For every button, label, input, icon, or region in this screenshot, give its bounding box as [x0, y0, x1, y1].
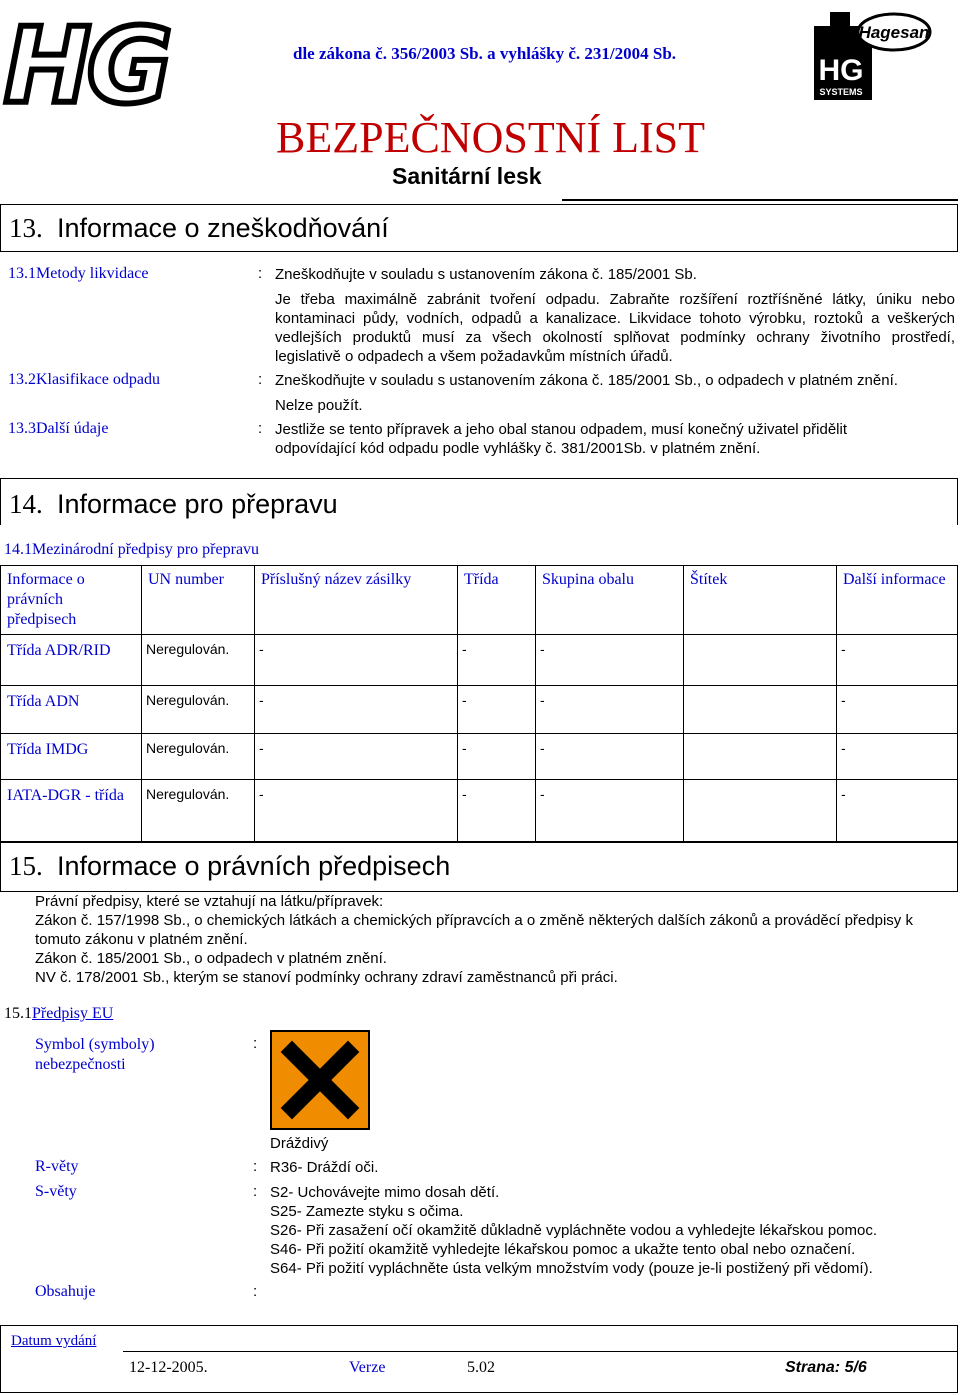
law-reference: dle zákona č. 356/2003 Sb. a vyhlášky č. 231/2004 Sb. [293, 44, 677, 63]
th-class: Třída [458, 566, 536, 635]
transport-table [0, 565, 958, 842]
footer-page: Strana: 5/6 [785, 1359, 867, 1376]
r-phrases-colon: : [253, 1158, 258, 1175]
row-class: - [458, 734, 536, 780]
item-13-3-label [8, 420, 108, 438]
row-group: - [536, 780, 684, 842]
item-13-3-text: Další údaje [36, 420, 109, 437]
item-13-3-colon: : [258, 420, 263, 437]
s-phrase: S64- Při požití vypláchněte ústa velkým množstvím vody (pouze je-li postižený při vědomí). [270, 1260, 873, 1277]
row-other: - [837, 635, 958, 686]
logo-hg-left [0, 6, 270, 116]
item-13-3-line-1: Jestliže se tento přípravek a jeho obal stanou odpadem, musí konečný uživatel přidělit odpovídající kód odpadu podle vyhlášky č. 381/2001Sb. v platném znění. [275, 421, 847, 457]
row-label: Třída ADN [1, 686, 142, 734]
row-tag [684, 780, 837, 842]
item-13-1-colon: : [258, 265, 263, 282]
product-name: Sanitární lesk [392, 163, 542, 189]
row-class: - [458, 686, 536, 734]
item-13-1-number: 13.1 [8, 265, 36, 282]
th-un: UN number [142, 566, 255, 635]
row-other: - [837, 734, 958, 780]
xi-cross-icon [270, 1030, 370, 1130]
row-label: Třída IMDG [1, 734, 142, 780]
item-15-1-number: 15.1 [4, 1005, 32, 1022]
item-13-2-line-1: Zneškodňujte v souladu s ustanovením zákona č. 185/2001 Sb., o odpadech v platném znění. [275, 372, 898, 389]
footer [0, 1325, 958, 1393]
legal-line-4: NV č. 178/2001 Sb., kterým se stanoví podmínky ochrany zdraví zaměstnanců při práci. [35, 969, 618, 986]
footer-divider [123, 1351, 957, 1352]
item-15-1-text: Předpisy EU [32, 1005, 114, 1022]
legal-line-2: Zákon č. 157/1998 Sb., o chemických látkách a chemických přípravcích a o změně některých dalších zákonů a prováděcí předpisy k tomuto zákonu v platném znění. [35, 912, 913, 948]
s-phrase: S26- Při zasažení očí okamžitě důkladně vypláchněte vodou a vyhledejte lékařskou pomoc. [270, 1222, 878, 1239]
item-14-1-text: Mezinárodní předpisy pro přepravu [32, 541, 260, 558]
logo-hagesan-systems: SYSTEMS [819, 87, 863, 97]
row-un: Neregulován. [142, 686, 255, 734]
item-13-2-line-2: Nelze použít. [275, 397, 363, 414]
row-group: - [536, 635, 684, 686]
contains-label: Obsahuje [35, 1283, 96, 1300]
row-name: - [255, 734, 458, 780]
symbol-label: Symbol (symboly) nebezpečnosti [35, 1036, 155, 1073]
section-14-number: 14. [9, 489, 43, 519]
transport-row [1, 686, 958, 734]
section-13-heading [0, 204, 958, 252]
item-15-1-label [4, 1005, 113, 1023]
hazard-symbol [270, 1030, 370, 1130]
doc-title: BEZPEČNOSTNÍ LIST [276, 113, 705, 162]
item-13-2-number: 13.2 [8, 371, 36, 388]
row-un: Neregulován. [142, 734, 255, 780]
symbol-colon: : [253, 1035, 258, 1052]
section-15-number: 15. [9, 851, 43, 881]
item-13-1-line-1: Zneškodňujte v souladu s ustanovením zákona č. 185/2001 Sb. [275, 266, 697, 283]
s-phrases-colon: : [253, 1183, 258, 1200]
row-tag [684, 635, 837, 686]
row-group: - [536, 734, 684, 780]
section-14-title: Informace pro přepravu [57, 489, 338, 519]
row-name: - [255, 686, 458, 734]
r-phrase: R36- Dráždí oči. [270, 1159, 379, 1176]
row-tag [684, 734, 837, 780]
row-label: Třída ADR/RID [1, 635, 142, 686]
row-un: Neregulován. [142, 780, 255, 842]
row-other: - [837, 686, 958, 734]
s-phrase: S25- Zamezte styku s očima. [270, 1203, 464, 1220]
r-phrases-label: R-věty [35, 1158, 79, 1175]
item-13-1-text: Metody likvidace [36, 265, 149, 282]
footer-date-label: Datum vydání [11, 1333, 97, 1349]
item-13-2-colon: : [258, 371, 263, 388]
row-label: IATA-DGR - třída [1, 780, 142, 842]
row-class: - [458, 780, 536, 842]
footer-version-value: 5.02 [467, 1359, 495, 1376]
legal-line-1: Právní předpisy, které se vztahují na látku/přípravek: [35, 893, 384, 910]
footer-version-label: Verze [349, 1359, 386, 1376]
th-tag: Štítek [684, 566, 837, 635]
logo-hagesan [808, 6, 932, 102]
transport-row [1, 635, 958, 686]
th-group: Skupina obalu [536, 566, 684, 635]
row-tag [684, 686, 837, 734]
transport-row [1, 780, 958, 842]
th-other: Další informace [837, 566, 958, 635]
section-15-heading [0, 842, 958, 892]
row-un: Neregulován. [142, 635, 255, 686]
row-name: - [255, 635, 458, 686]
section-15-title: Informace o právních předpisech [57, 851, 451, 881]
s-phrases-label: S-věty [35, 1183, 77, 1200]
item-13-2-text: Klasifikace odpadu [36, 371, 160, 388]
item-14-1-label [4, 541, 259, 559]
item-13-1-line-2: Je třeba maximálně zabránit tvoření odpadu. Zabraňte rozšíření roztříśněné látky, úniku nebo kontaminaci půdy, vodních, odpadů a kanalizace. Likvidace tohoto výrobku, roztoků a veškerých vedlejších produktů musí za všech okolností splňovat podmínky ochrany životního prostředí, legislativě o odpadech a všem požadavkům místních úřadů. [275, 291, 955, 365]
s-phrase: S2- Uchovávejte mimo dosah dětí. [270, 1184, 500, 1201]
item-13-2-label [8, 371, 160, 389]
item-13-3-number: 13.3 [8, 420, 36, 437]
logo-hagesan-brand: Hagesan [858, 23, 930, 42]
logo-hg-left-text: HG [4, 6, 169, 116]
logo-hagesan-hg: HG [818, 54, 864, 87]
section-14-heading [0, 478, 958, 525]
header-rule [562, 199, 958, 201]
transport-row [1, 734, 958, 780]
th-name: Příslušný název zásilky [255, 566, 458, 635]
symbol-caption: Dráždivý [270, 1135, 329, 1152]
row-name: - [255, 780, 458, 842]
item-14-1-number: 14.1 [4, 541, 32, 558]
row-class: - [458, 635, 536, 686]
th-legal: Informace o právních předpisech [1, 566, 142, 635]
legal-line-3: Zákon č. 185/2001 Sb., o odpadech v platném znění. [35, 950, 387, 967]
s-phrase: S46- Při požití okamžitě vyhledejte lékařskou pomoc a ukažte tento obal nebo označení. [270, 1241, 856, 1258]
section-13-number: 13. [9, 213, 43, 243]
item-13-1-label [8, 265, 148, 283]
transport-header-row [1, 566, 958, 635]
footer-date-value: 12-12-2005. [129, 1359, 208, 1376]
section-13-title: Informace o zneškodňování [57, 213, 389, 243]
row-group: - [536, 686, 684, 734]
row-other: - [837, 780, 958, 842]
contains-colon: : [253, 1283, 258, 1300]
